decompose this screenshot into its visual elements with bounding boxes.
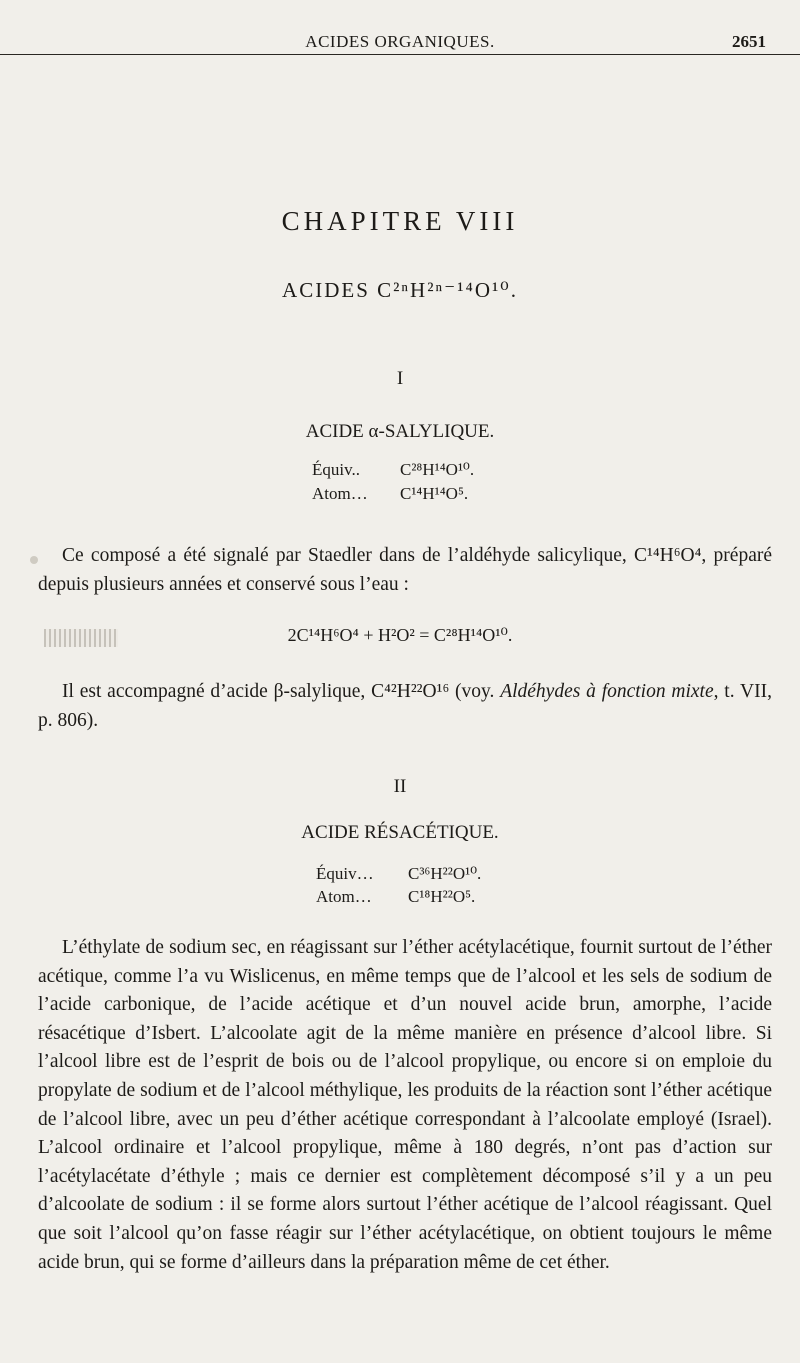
- section-2-equiv-row: [316, 864, 481, 884]
- running-title: ACIDES ORGANIQUES.: [305, 32, 495, 51]
- family-title: ACIDES C²ⁿH²ⁿ⁻¹⁴O¹⁰.: [282, 278, 518, 302]
- section-1-paragraph: Ce composé a été signalé par Staedler dans de l’aldéhyde salicylique, C¹⁴H⁶O⁴, préparé depuis plusieurs années et conservé sous l’eau :: [38, 545, 772, 595]
- section-1-paragraph-2: Il est accompagné d’acide β-salylique, C⁴²H²²O¹⁶ (voy. Aldéhydes à fonction mixte, t. VII, p. 806).: [38, 681, 772, 731]
- cross-reference: Aldéhydes à fonction mixte: [500, 681, 714, 702]
- page-number: 2651: [732, 32, 766, 51]
- section-2-paragraph: L’éthylate de sodium sec, en réagissant sur l’éther acétylacétique, fournit surtout de l’éther acétique, comme l’a vu Wislicenus, en même temps que de l’alcool et les sels de sodium de l’acide carbonique, de l’acide acétique et d’un nouvel acide brun, amorphe, l’acide résacétique d’Isbert. L’alcoolate agit de la même manière en présence d’alcool libre. Si l’alcool libre est de l’esprit de bois ou de l’alcool propylique, ou encore si on emploie du propylate de sodium et de l’alcool méthylique, les produits de la réaction sont l’éther acétique de l’alcool libre, avec un peu d’éther acétique correspondant à l’alcoolate employé (Israel). L’alcool ordinaire et l’alcool propylique, même à 180 degrés, n’ont pas d’action sur l’acétylacétate d’éthyle ; mais ce dernier est complètement décomposé s’il y a un peu d’alcoolate de sodium : il se forme alors surtout l’éther acétique de l’alcool réagissant. Quel que soit l’alcool qu’on fasse réagir sur l’éther acétylacétique, on obtient toujours le même acide brun, qui se forme d’ailleurs dans la préparation même de cet éther.: [38, 937, 772, 1273]
- section-number-1: I: [396, 368, 404, 389]
- equiv-label: Équiv..: [312, 460, 361, 479]
- chapter-title: CHAPITRE VIII: [281, 206, 519, 236]
- section-1-atom-row: [312, 484, 468, 504]
- atom-formula: C¹⁴H¹⁴O⁵.: [400, 484, 469, 503]
- section-2-title: ACIDE RÉSACÉTIQUE.: [301, 822, 499, 843]
- atom-label: Atom…: [316, 887, 372, 906]
- equiv-label: Équiv…: [316, 864, 374, 883]
- dimerization-equation: 2C¹⁴H⁶O⁴ + H²O² = C²⁸H¹⁴O¹⁰.: [287, 625, 513, 645]
- equiv-formula: C²⁸H¹⁴O¹⁰.: [400, 460, 475, 479]
- section-1-title: ACIDE α-SALYLIQUE.: [305, 421, 495, 442]
- page-header: [0, 30, 800, 55]
- equiv-formula: C³⁶H²²O¹⁰.: [408, 864, 482, 883]
- atom-formula: C¹⁸H²²O⁵.: [408, 887, 476, 906]
- section-number-2: II: [393, 776, 407, 797]
- ink-stain: [30, 556, 38, 564]
- section-1-equiv-row: [312, 460, 474, 480]
- atom-label: Atom…: [312, 484, 368, 503]
- section-2-atom-row: [316, 887, 475, 907]
